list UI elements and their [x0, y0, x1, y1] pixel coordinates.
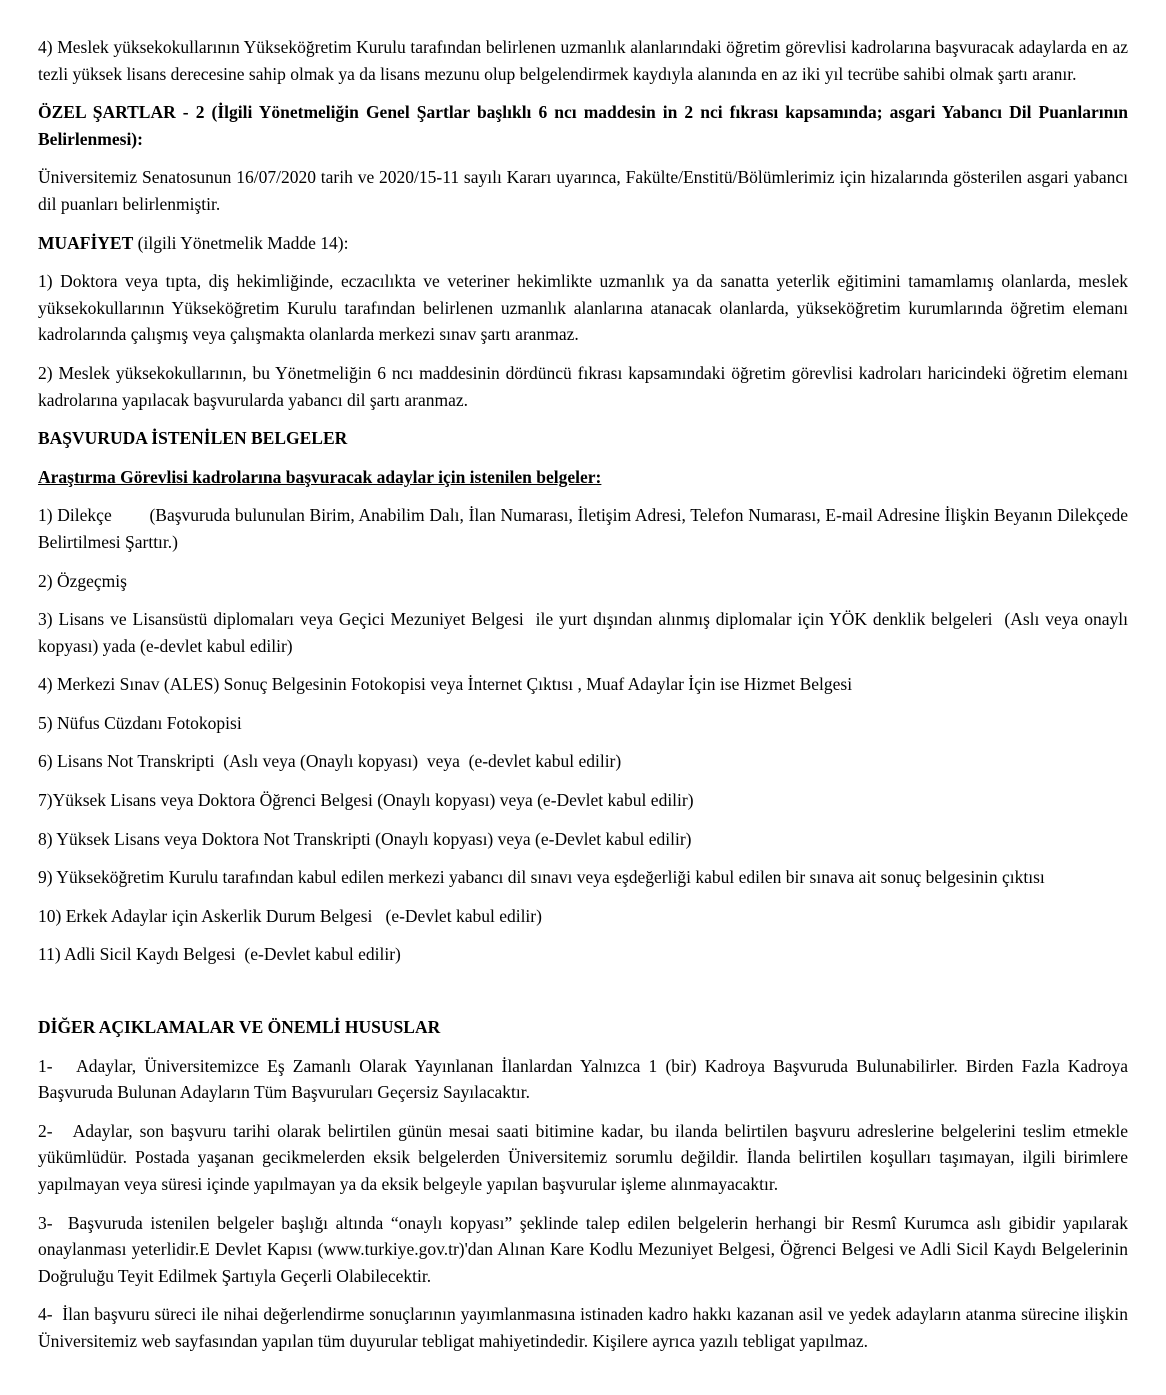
list-item-belge-8-lisansustu-transkript: 8) Yüksek Lisans veya Doktora Not Transkripti (Onaylı kopyası) veya (e-Devlet kabul edilir): [38, 828, 692, 849]
subheading-arastirma-gorevlisi-belgeler: Araştırma Görevlisi kadrolarına başvuracak adaylar için istenilen belgeler:: [38, 466, 602, 487]
list-item-belge-11-adli-sicil: 11) Adli Sicil Kaydı Belgesi (e-Devlet kabul edilir): [38, 944, 401, 965]
heading-muafiyet: [38, 230, 1128, 257]
list-item-belge-3-diplomalar: 3) Lisans ve Lisansüstü diplomaları veya Geçici Mezuniyet Belgesi ile yurt dışından alınmış diplomalar için YÖK denklik belgeleri (Aslı veya onaylı kopyası) yada (e-devlet kabul edilir): [38, 609, 1128, 656]
list-item-belge-10-askerlik-durum: 10) Erkek Adaylar için Askerlik Durum Belgesi (e-Devlet kabul edilir): [38, 905, 542, 926]
muafiyet-label: MUAFİYET: [38, 232, 134, 253]
paragraph-husus-1-tek-kadro: 1- Adaylar, Üniversitemizce Eş Zamanlı Olarak Yayınlanan İlanlardan Yalnızca 1 (bir) Kadroya Başvuruda Bulunabilirler. Birden Fazla Kadroya Başvuruda Bulunan Adayların Tüm Başvuruları Geçersiz Sayılacaktır.: [38, 1055, 1128, 1103]
paragraph-muafiyet-item-1: 1) Doktora veya tıpta, diş hekimliğinde, eczacılıkta ve veteriner hekimlikte uzmanlık ya da sanatta yeterlik eğitimini tamamlamış olanlarda, meslek yüksekokullarının Yükseköğretim Kurulu tarafından belirlenen uzmanlık alanlarına atanacak olanlarda, yükseköğretim kurumlarında öğretim elemanı kadrolarında çalışmış veya çalışmakta olanlarda merkezi sınav şartı aranmaz.: [38, 271, 1128, 345]
list-item-belge-7-ogrenci-belgesi: 7)Yüksek Lisans veya Doktora Öğrenci Belgesi (Onaylı kopyası) veya (e-Devlet kabul edilir): [38, 790, 694, 811]
paragraph-husus-4-tebligat: 4- İlan başvuru süreci ile nihai değerlendirme sonuçlarının yayımlanmasına istinaden kadro hakkı kazanan asil ve yedek adayların atanma sürecine ilişkin Üniversitemiz web sayfasından yapılan tüm duyurular tebligat mahiyetindedir. Kişilere ayrıca yazılı tebligat yapılmaz.: [38, 1304, 1128, 1351]
list-item-belge-6-lisans-transkript: 6) Lisans Not Transkripti (Aslı veya (Onaylı kopyası) veya (e-devlet kabul edilir): [38, 751, 622, 772]
list-item-belge-4-ales: 4) Merkezi Sınav (ALES) Sonuç Belgesinin Fotokopisi veya İnternet Çıktısı , Muaf Adaylar İçin ise Hizmet Belgesi: [38, 674, 853, 695]
paragraph-husus-2-teslim-suresi: 2- Adaylar, son başvuru tarihi olarak belirtilen günün mesai saati bitimine kadar, bu ilanda belirtilen başvuru adreslerine belgelerini teslim etmekle yükümlüdür. Postada yaşanan gecikmelerden eksik belgelerden Üniversitemiz sorumlu değildir. İlanda belirtilen koşulları taşımayan, ilgili birimlere yapılmayan veya süresi içinde yapılmayan ya da eksik belgeyle yapılan başvurular işleme alınmayacaktır.: [38, 1120, 1128, 1194]
heading-diger-aciklamalar: DİĞER AÇIKLAMALAR VE ÖNEMLİ HUSUSLAR: [38, 1017, 441, 1038]
heading-basvuruda-istenilen-belgeler: BAŞVURUDA İSTENİLEN BELGELER: [38, 428, 348, 449]
paragraph-muafiyet-item-2: 2) Meslek yüksekokullarının, bu Yönetmeliğin 6 ncı maddesinin dördüncü fıkrası kapsamındaki öğretim görevlisi kadroları haricindeki öğretim elemanı kadrolarına yapılacak başvurularda yabancı dil şartı aranmaz.: [38, 362, 1128, 410]
list-item-belge-5-nufus-cuzdani: 5) Nüfus Cüzdanı Fotokopisi: [38, 712, 242, 733]
paragraph-husus-3-onayli-kopya: 3- Başvuruda istenilen belgeler başlığı altında “onaylı kopyası” şeklinde talep edilen belgelerin herhangi bir Resmî Kurumca aslı gibidir yapılarak onaylanması yeterlidir.E Devlet Kapısı (www.turkiye.gov.tr)'dan Alınan Kare Kodlu Mezuniyet Belgesi, Öğrenci Belgesi ve Adli Sicil Kaydı Belgelerinin Doğruluğu Teyit Edilmek Şartıyla Geçerli Olabilecektir.: [38, 1212, 1128, 1286]
list-item-belge-2-ozgecmis: 2) Özgeçmiş: [38, 570, 127, 591]
paragraph-ozel-sartlar-item-4: 4) Meslek yüksekokullarının Yükseköğretim Kurulu tarafından belirlenen uzmanlık alanlarındaki öğretim görevlisi kadrolarına başvuracak adaylarda en az tezli yüksek lisans derecesine sahip olmak ya da lisans mezunu olup belgelendirmek kaydıyla alanında en az iki yıl tecrübe sahibi olmak şartı aranır.: [38, 37, 1128, 84]
muafiyet-label-suffix: (ilgili Yönetmelik Madde 14):: [133, 232, 349, 253]
heading-ozel-sartlar-2: ÖZEL ŞARTLAR - 2 (İlgili Yönetmeliğin Genel Şartlar başlıklı 6 ncı maddesin in 2 nci fıkrası kapsamında; asgari Yabancı Dil Puanlarının Belirlenmesi):: [38, 102, 1128, 149]
list-item-belge-9-yabanci-dil-sinavi: 9) Yükseköğretim Kurulu tarafından kabul edilen merkezi yabancı dil sınavı veya eşdeğerliği kabul edilen bir sınava ait sonuç belgesinin çıktısı: [38, 867, 1045, 888]
list-item-belge-1-dilekce: 1) Dilekçe (Başvuruda bulunulan Birim, Anabilim Dalı, İlan Numarası, İletişim Adresi, Telefon Numarası, E-mail Adresine İlişkin Beyanın Dilekçede Belirtilmesi Şarttır.): [38, 505, 1128, 552]
paragraph-senato-karari: Üniversitemiz Senatosunun 16/07/2020 tarih ve 2020/15-11 sayılı Kararı uyarınca, Fakülte/Enstitü/Bölümlerimiz için hizalarında gösterilen asgari yabancı dil puanları belirlenmiştir.: [38, 167, 1128, 214]
